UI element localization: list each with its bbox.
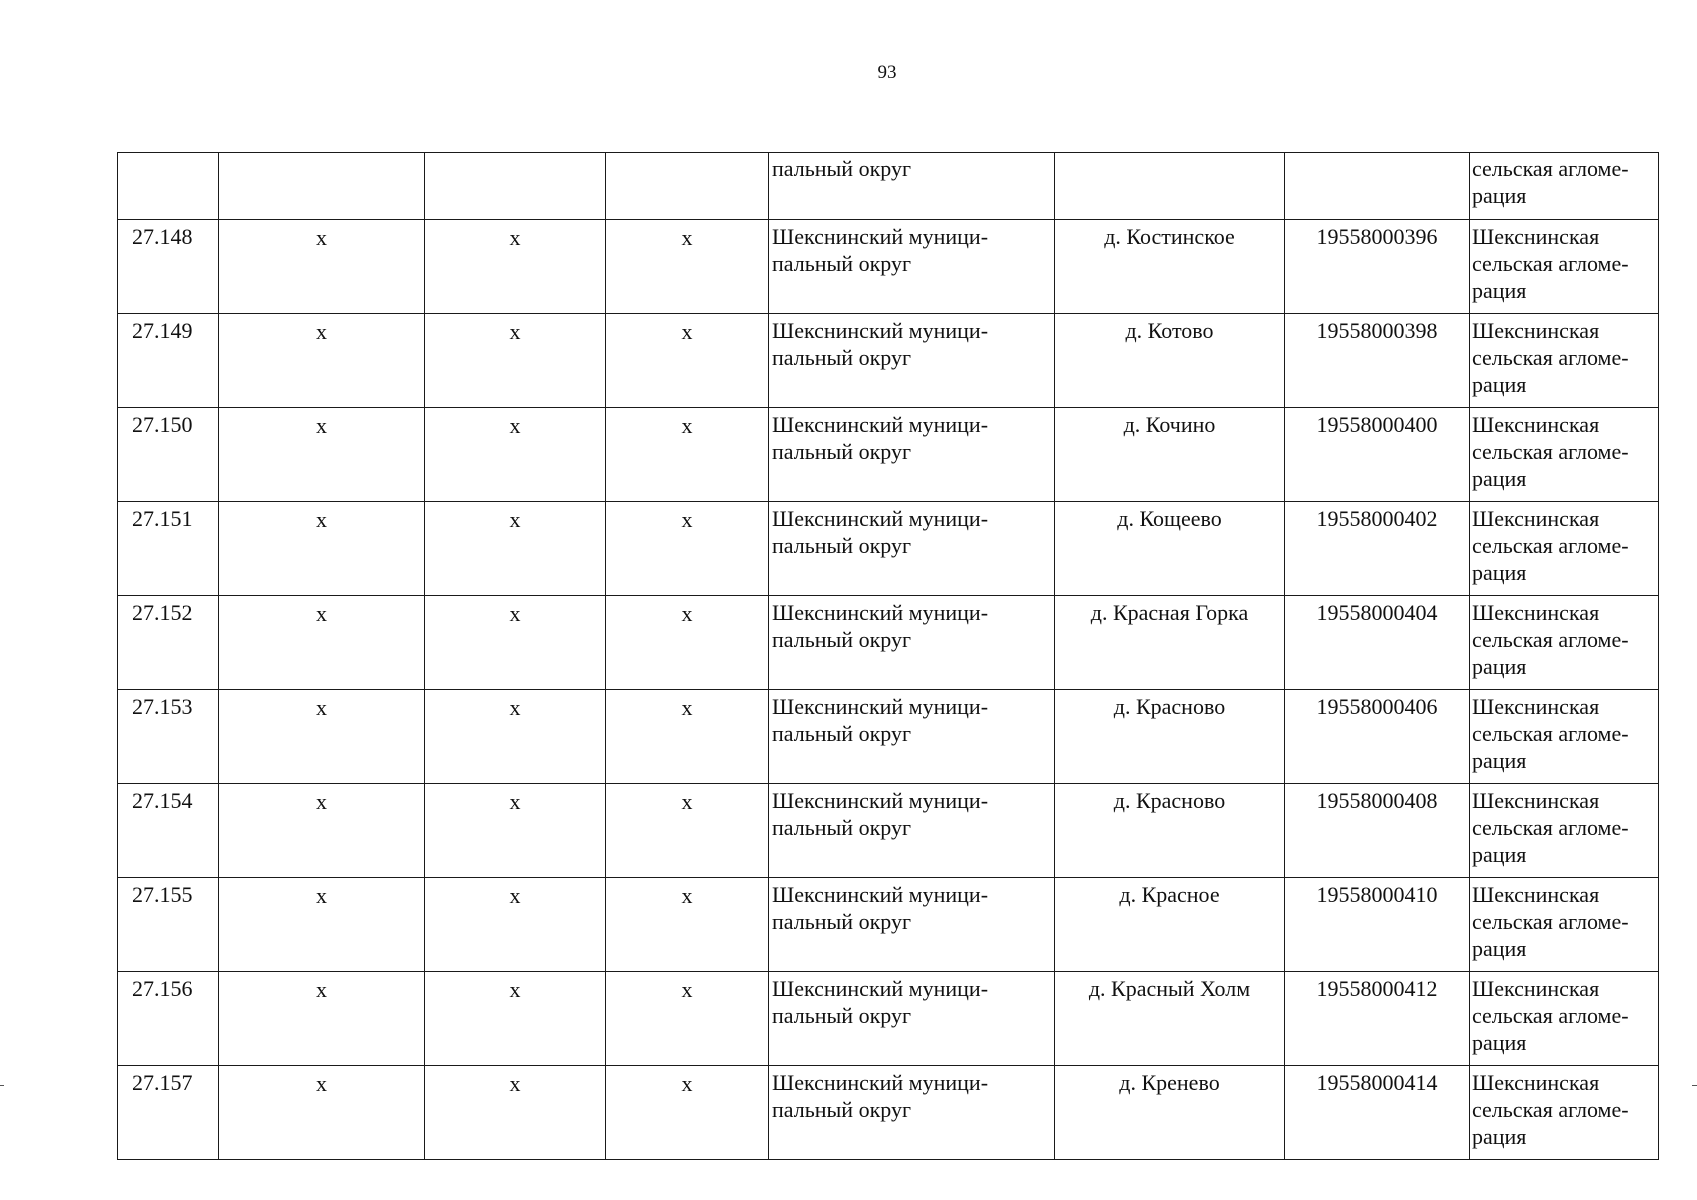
page-number: 93 xyxy=(877,62,897,83)
row-number-cell xyxy=(118,972,219,1066)
x-text-2: x xyxy=(509,225,521,250)
municipality-text: Шекснинский муници- пальный округ xyxy=(772,318,989,370)
locality-text: д. Кощеево xyxy=(1117,506,1222,531)
municipality-text: Шекснинский муници- пальный округ xyxy=(772,412,989,464)
locality-text: д. Красново xyxy=(1113,788,1226,813)
row-number-text: 27.152 xyxy=(132,600,193,625)
municipality-cell xyxy=(769,596,1055,690)
code-cell xyxy=(1285,784,1470,878)
row-number-cell xyxy=(118,220,219,314)
x-text-1: x xyxy=(316,883,327,908)
x-cell-1 xyxy=(219,596,425,690)
x-cell-3 xyxy=(606,502,769,596)
locality-text: д. Костинское xyxy=(1104,224,1235,249)
x-text-2: x xyxy=(509,601,521,626)
x-text-3: x xyxy=(681,883,693,908)
x-cell-1 xyxy=(219,408,425,502)
municipality-text: Шекснинский муници- пальный округ xyxy=(772,506,989,558)
row-number-text: 27.148 xyxy=(132,224,193,249)
table-row xyxy=(118,314,1659,408)
locality-cell xyxy=(1055,502,1285,596)
x-text-3: x xyxy=(681,225,693,250)
locality-text: д. Красная Горка xyxy=(1090,600,1249,625)
code-text: 19558000414 xyxy=(1316,1070,1438,1095)
agglomeration-cell xyxy=(1470,314,1659,408)
row-number-text: 27.150 xyxy=(132,412,193,437)
table-row xyxy=(118,784,1659,878)
agglomeration-cell xyxy=(1470,408,1659,502)
agglomeration-text: сельская агломе- рация xyxy=(1472,156,1629,208)
table-row xyxy=(118,878,1659,972)
x-text-1: x xyxy=(316,507,327,532)
x-cell-1 xyxy=(219,502,425,596)
municipality-cell xyxy=(769,502,1055,596)
x-text-3: x xyxy=(681,695,693,720)
code-text: 19558000400 xyxy=(1316,412,1438,437)
code-cell xyxy=(1285,972,1470,1066)
row-number-text: 27.155 xyxy=(132,882,193,907)
x-cell-3 xyxy=(606,690,769,784)
x-text-2: x xyxy=(509,1071,521,1096)
locality-cell xyxy=(1055,972,1285,1066)
x-cell-3 xyxy=(606,1066,769,1160)
code-text: 19558000398 xyxy=(1316,318,1438,343)
x-cell-3 xyxy=(606,408,769,502)
scan-mark-left xyxy=(0,1085,4,1086)
code-text: 19558000402 xyxy=(1316,506,1438,531)
locality-text: д. Красный Холм xyxy=(1088,976,1251,1001)
locality-cell xyxy=(1055,153,1285,220)
x-cell-3 xyxy=(606,784,769,878)
agglomeration-text: Шекснинская сельская агломе- рация xyxy=(1472,600,1629,679)
x-text-1: x xyxy=(316,977,327,1002)
x-cell-2 xyxy=(425,153,606,220)
agglomeration-text: Шекснинская сельская агломе- рация xyxy=(1472,1070,1629,1149)
code-cell xyxy=(1285,153,1470,220)
municipality-cell xyxy=(769,220,1055,314)
x-text-2: x xyxy=(509,319,521,344)
municipality-cell xyxy=(769,878,1055,972)
x-text-3: x xyxy=(681,977,693,1002)
x-cell-3 xyxy=(606,220,769,314)
municipality-text: Шекснинский муници- пальный округ xyxy=(772,224,989,276)
x-cell-2 xyxy=(425,690,606,784)
table-row-continued xyxy=(118,153,1659,220)
code-cell xyxy=(1285,408,1470,502)
x-text-1: x xyxy=(316,601,327,626)
municipality-cell xyxy=(769,690,1055,784)
municipality-cell xyxy=(769,314,1055,408)
municipality-text: Шекснинский муници- пальный округ xyxy=(772,788,989,840)
municipality-cell xyxy=(769,408,1055,502)
agglomeration-text: Шекснинская сельская агломе- рация xyxy=(1472,318,1629,397)
locality-cell xyxy=(1055,784,1285,878)
x-text-3: x xyxy=(681,319,693,344)
agglomeration-text: Шекснинская сельская агломе- рация xyxy=(1472,882,1629,961)
municipality-cell xyxy=(769,153,1055,220)
x-text-3: x xyxy=(681,1071,693,1096)
code-text: 19558000404 xyxy=(1316,600,1438,625)
table-row xyxy=(118,972,1659,1066)
code-cell xyxy=(1285,314,1470,408)
row-number-text: 27.154 xyxy=(132,788,193,813)
locality-cell xyxy=(1055,408,1285,502)
municipality-cell xyxy=(769,972,1055,1066)
row-number-cell xyxy=(118,1066,219,1160)
row-number-cell xyxy=(118,784,219,878)
locality-cell xyxy=(1055,596,1285,690)
code-cell xyxy=(1285,878,1470,972)
x-cell-2 xyxy=(425,784,606,878)
x-cell-1 xyxy=(219,784,425,878)
x-cell-3 xyxy=(606,153,769,220)
x-text-1: x xyxy=(316,413,327,438)
x-text-2: x xyxy=(509,977,521,1002)
x-text-2: x xyxy=(509,789,521,814)
table-row xyxy=(118,1066,1659,1160)
agglomeration-cell xyxy=(1470,596,1659,690)
row-number-cell xyxy=(118,878,219,972)
agglomeration-cell xyxy=(1470,220,1659,314)
x-cell-3 xyxy=(606,878,769,972)
locality-table xyxy=(117,152,1659,1160)
x-text-3: x xyxy=(681,789,693,814)
row-number-text: 27.149 xyxy=(132,318,193,343)
locality-cell xyxy=(1055,690,1285,784)
row-number-cell xyxy=(118,153,219,220)
x-cell-3 xyxy=(606,972,769,1066)
row-number-cell xyxy=(118,408,219,502)
x-cell-2 xyxy=(425,408,606,502)
locality-cell xyxy=(1055,878,1285,972)
x-text-3: x xyxy=(681,601,693,626)
x-cell-2 xyxy=(425,972,606,1066)
x-cell-2 xyxy=(425,878,606,972)
x-cell-1 xyxy=(219,314,425,408)
x-cell-3 xyxy=(606,314,769,408)
agglomeration-text: Шекснинская сельская агломе- рация xyxy=(1472,694,1629,773)
table-row xyxy=(118,596,1659,690)
municipality-cell xyxy=(769,784,1055,878)
locality-text: д. Красново xyxy=(1113,694,1226,719)
table-row xyxy=(118,690,1659,784)
municipality-text: Шекснинский муници- пальный округ xyxy=(772,882,989,934)
code-text: 19558000406 xyxy=(1316,694,1438,719)
code-text: 19558000408 xyxy=(1316,788,1438,813)
municipality-text: Шекснинский муници- пальный округ xyxy=(772,600,989,652)
scan-mark-right xyxy=(1692,1085,1697,1086)
municipality-text: Шекснинский муници- пальный округ xyxy=(772,1070,989,1122)
x-text-2: x xyxy=(509,507,521,532)
x-text-3: x xyxy=(681,413,693,438)
locality-text: д. Кренево xyxy=(1119,1070,1220,1095)
table-row xyxy=(118,502,1659,596)
row-number-cell xyxy=(118,502,219,596)
x-text-1: x xyxy=(316,695,327,720)
row-number-cell xyxy=(118,314,219,408)
code-text: 19558000410 xyxy=(1316,882,1438,907)
x-text-2: x xyxy=(509,883,521,908)
agglomeration-text: Шекснинская сельская агломе- рация xyxy=(1472,412,1629,491)
municipality-text: Шекснинский муници- пальный округ xyxy=(772,694,989,746)
agglomeration-cell xyxy=(1470,153,1659,220)
x-text-1: x xyxy=(316,319,327,344)
x-cell-1 xyxy=(219,878,425,972)
agglomeration-cell xyxy=(1470,784,1659,878)
code-cell xyxy=(1285,596,1470,690)
agglomeration-cell xyxy=(1470,1066,1659,1160)
x-cell-1 xyxy=(219,972,425,1066)
x-cell-3 xyxy=(606,596,769,690)
x-cell-2 xyxy=(425,220,606,314)
agglomeration-text: Шекснинская сельская агломе- рация xyxy=(1472,976,1629,1055)
code-cell xyxy=(1285,220,1470,314)
municipality-cell xyxy=(769,1066,1055,1160)
agglomeration-cell xyxy=(1470,502,1659,596)
row-number-cell xyxy=(118,596,219,690)
x-cell-1 xyxy=(219,220,425,314)
x-cell-1 xyxy=(219,153,425,220)
code-text: 19558000396 xyxy=(1316,224,1438,249)
x-cell-1 xyxy=(219,690,425,784)
row-number-text: 27.153 xyxy=(132,694,193,719)
table-row xyxy=(118,220,1659,314)
municipality-text: пальный округ xyxy=(772,156,911,181)
row-number-text: 27.157 xyxy=(132,1070,193,1095)
agglomeration-text: Шекснинская сельская агломе- рация xyxy=(1472,224,1629,303)
agglomeration-text: Шекснинская сельская агломе- рация xyxy=(1472,788,1629,867)
x-cell-2 xyxy=(425,596,606,690)
code-cell xyxy=(1285,502,1470,596)
x-cell-1 xyxy=(219,1066,425,1160)
code-cell xyxy=(1285,690,1470,784)
locality-cell xyxy=(1055,220,1285,314)
x-text-2: x xyxy=(509,413,521,438)
x-text-1: x xyxy=(316,225,327,250)
x-text-2: x xyxy=(509,695,521,720)
row-number-cell xyxy=(118,690,219,784)
locality-text: д. Кочино xyxy=(1123,412,1216,437)
table-row xyxy=(118,408,1659,502)
code-text: 19558000412 xyxy=(1316,976,1438,1001)
x-text-1: x xyxy=(316,1071,327,1096)
row-number-text: 27.151 xyxy=(132,506,193,531)
agglomeration-cell xyxy=(1470,972,1659,1066)
x-text-1: x xyxy=(316,789,327,814)
locality-text: д. Котово xyxy=(1125,318,1214,343)
x-text-3: x xyxy=(681,507,693,532)
row-number-text: 27.156 xyxy=(132,976,193,1001)
locality-cell xyxy=(1055,314,1285,408)
agglomeration-cell xyxy=(1470,878,1659,972)
code-cell xyxy=(1285,1066,1470,1160)
locality-cell xyxy=(1055,1066,1285,1160)
agglomeration-text: Шекснинская сельская агломе- рация xyxy=(1472,506,1629,585)
x-cell-2 xyxy=(425,502,606,596)
agglomeration-cell xyxy=(1470,690,1659,784)
x-cell-2 xyxy=(425,314,606,408)
x-cell-2 xyxy=(425,1066,606,1160)
municipality-text: Шекснинский муници- пальный округ xyxy=(772,976,989,1028)
locality-text: д. Красное xyxy=(1119,882,1220,907)
